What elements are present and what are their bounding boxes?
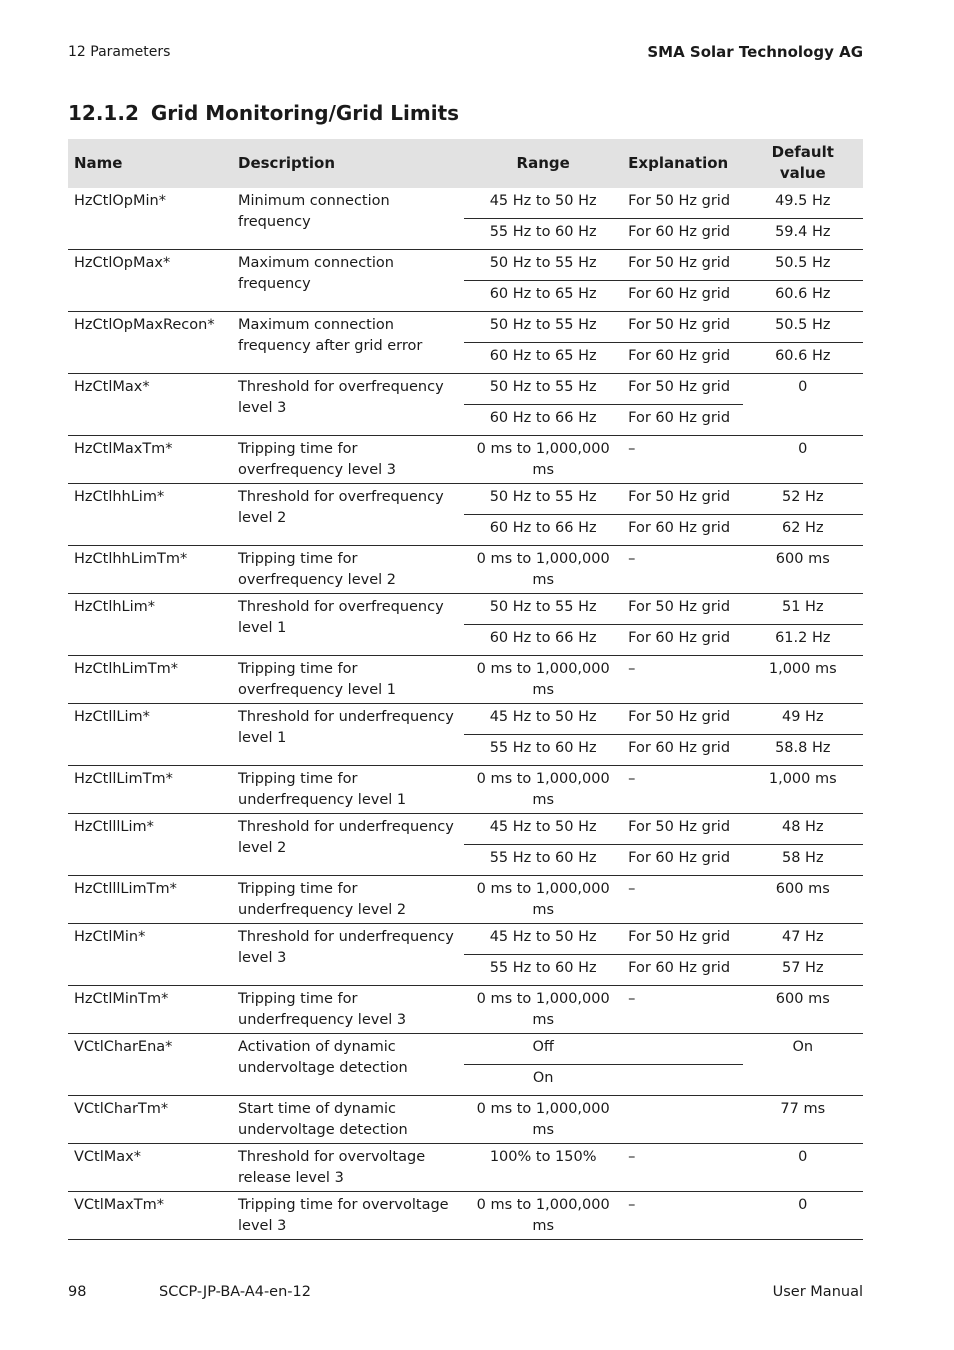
param-default-value: 0 [743,1144,863,1192]
param-name: HzCtlOpMax* [68,250,232,312]
param-explanation: For 60 Hz grid [622,405,742,436]
param-explanation: – [622,1144,742,1192]
param-description: Threshold for overfrequency level 1 [232,594,464,656]
param-description: Threshold for overvoltage release level 3 [232,1144,464,1192]
param-range: 55 Hz to 60 Hz [464,219,622,250]
param-explanation: For 60 Hz grid [622,955,742,986]
param-default-value: 49.5 Hz [775,193,831,209]
table-row [68,374,863,405]
table-row [68,484,863,515]
param-description: Start time of dynamic undervoltage detection [232,1096,464,1144]
param-default-value: 50.5 Hz [743,312,863,343]
param-description: Tripping time for overfrequency level 3 [232,436,464,484]
param-explanation: For 60 Hz grid [622,515,742,546]
param-range: 0 ms to 1,000,000 ms [464,546,622,594]
param-default-value: 0 [743,1192,863,1240]
param-default-value: 1,000 ms [743,766,863,814]
param-explanation: – [622,436,742,484]
param-explanation: For 50 Hz grid [622,374,742,405]
param-range: 0 ms to 1,000,000 ms [464,876,622,924]
param-default-value: 0 [743,374,863,436]
param-explanation [622,1034,742,1065]
param-default-value: 52 Hz [743,484,863,515]
table-row [68,250,863,281]
table-row [68,1034,863,1065]
param-description: Maximum connection frequency after grid error [232,312,464,374]
column-header-explanation: Explanation [622,139,742,188]
param-range: 45 Hz to 50 Hz [489,193,597,209]
param-name: HzCtlhhLimTm* [68,546,232,594]
param-explanation: – [622,986,742,1034]
param-range: On [464,1065,622,1096]
param-explanation [622,1065,742,1096]
param-name: HzCtlMinTm* [68,986,232,1034]
param-name: HzCtlMin* [68,924,232,986]
param-default-value: 62 Hz [743,515,863,546]
param-explanation: For 60 Hz grid [622,343,742,374]
table-row [68,546,863,594]
table-row [68,814,863,845]
param-name: HzCtlOpMin* [74,193,166,209]
table-row [68,656,863,704]
param-description: Activation of dynamic undervoltage detection [232,1034,464,1096]
param-range: 50 Hz to 55 Hz [464,484,622,515]
header-chapter: 12 Parameters [68,44,171,60]
param-range: 60 Hz to 65 Hz [464,343,622,374]
param-name: HzCtlMax* [68,374,232,436]
table-row [68,1192,863,1240]
param-description: Threshold for overfrequency level 3 [232,374,464,436]
param-range: 45 Hz to 50 Hz [464,924,622,955]
param-range: 0 ms to 1,000,000 ms [464,766,622,814]
param-default-value: 58.8 Hz [743,735,863,766]
parameters-table [68,139,863,1240]
param-explanation: – [622,656,742,704]
param-explanation: For 50 Hz grid [622,312,742,343]
param-default-value: 600 ms [743,876,863,924]
param-default-value: 60.6 Hz [743,281,863,312]
param-explanation: For 60 Hz grid [622,845,742,876]
param-description: Threshold for overfrequency level 2 [232,484,464,546]
param-default-value: 50.5 Hz [743,250,863,281]
param-range: 60 Hz to 66 Hz [464,625,622,656]
table-row [68,594,863,625]
param-explanation [622,1096,742,1144]
param-default-value: 1,000 ms [743,656,863,704]
param-description: Tripping time for overfrequency level 2 [232,546,464,594]
param-range: 50 Hz to 55 Hz [464,250,622,281]
param-name: VCtlMax* [68,1144,232,1192]
param-range: 45 Hz to 50 Hz [464,704,622,735]
param-default-value: 0 [743,436,863,484]
param-default-value: 60.6 Hz [743,343,863,374]
table-row [68,986,863,1034]
header-company: SMA Solar Technology AG [647,43,863,61]
param-description: Tripping time for underfrequency level 3 [232,986,464,1034]
table-row [68,1144,863,1192]
param-range: 50 Hz to 55 Hz [464,594,622,625]
footer-document-id: SCCP-JP-BA-A4-en-12 [159,1284,311,1300]
param-explanation: For 50 Hz grid [622,250,742,281]
column-header-description: Description [232,139,464,188]
param-name: HzCtllLim* [68,704,232,766]
param-description: Threshold for underfrequency level 3 [232,924,464,986]
column-header-range: Range [464,139,622,188]
param-explanation: For 60 Hz grid [622,219,742,250]
table-row [68,1096,863,1144]
param-range: 60 Hz to 65 Hz [464,281,622,312]
column-header-name: Name [68,139,232,188]
param-name: HzCtlMaxTm* [68,436,232,484]
param-name: HzCtlOpMaxRecon* [68,312,232,374]
param-name: HzCtlllLimTm* [68,876,232,924]
param-default-value: 58 Hz [743,845,863,876]
param-range: 60 Hz to 66 Hz [464,515,622,546]
param-range: 60 Hz to 66 Hz [464,405,622,436]
param-range: 100% to 150% [464,1144,622,1192]
param-default-value: 47 Hz [743,924,863,955]
param-default-value: 57 Hz [743,955,863,986]
param-name: HzCtlllLim* [68,814,232,876]
param-range: 55 Hz to 60 Hz [464,845,622,876]
table-row [68,704,863,735]
param-default-value: On [743,1034,863,1096]
table-row [68,188,863,219]
param-range: 55 Hz to 60 Hz [464,735,622,766]
param-explanation: For 60 Hz grid [622,625,742,656]
table-row [68,876,863,924]
table-body [68,188,863,1240]
param-default-value: 48 Hz [743,814,863,845]
table-row [68,766,863,814]
param-description: Tripping time for underfrequency level 2 [232,876,464,924]
section-title: Grid Monitoring/Grid Limits [150,101,460,125]
param-name: HzCtlhLimTm* [68,656,232,704]
param-default-value: 77 ms [743,1096,863,1144]
param-default-value: 600 ms [743,986,863,1034]
param-range: 50 Hz to 55 Hz [464,312,622,343]
column-header-default-value: Default value [743,139,863,188]
param-name: VCtlCharTm* [68,1096,232,1144]
param-explanation: – [622,876,742,924]
param-explanation: For 60 Hz grid [622,281,742,312]
param-description: Maximum connection frequency [232,250,464,312]
table-header-row [68,139,863,188]
param-explanation: For 50 Hz grid [622,594,742,625]
param-default-value: 61.2 Hz [743,625,863,656]
param-name: HzCtlhhLim* [68,484,232,546]
param-description: Minimum connection frequency [238,193,390,230]
table-row [68,924,863,955]
table-row [68,312,863,343]
param-explanation: For 50 Hz grid [622,704,742,735]
param-range: 0 ms to 1,000,000 ms [464,1096,622,1144]
param-name: VCtlCharEna* [68,1034,232,1096]
param-range: 50 Hz to 55 Hz [464,374,622,405]
footer-page-number: 98 [68,1284,87,1300]
param-default-value: 59.4 Hz [743,219,863,250]
param-range: 0 ms to 1,000,000 ms [464,656,622,704]
param-explanation: For 60 Hz grid [622,735,742,766]
param-range: 0 ms to 1,000,000 ms [464,986,622,1034]
param-explanation: For 50 Hz grid [622,484,742,515]
param-description: Threshold for underfrequency level 1 [232,704,464,766]
param-explanation: – [622,1192,742,1240]
param-default-value: 49 Hz [743,704,863,735]
param-range: 0 ms to 1,000,000 ms [464,1192,622,1240]
footer-document-type: User Manual [772,1284,863,1300]
param-explanation: For 50 Hz grid [622,814,742,845]
section-number: 12.1.2 [68,101,139,125]
section-heading [68,101,459,125]
table-row [68,436,863,484]
param-name: VCtlMaxTm* [68,1192,232,1240]
param-description: Threshold for underfrequency level 2 [232,814,464,876]
param-description: Tripping time for overvoltage level 3 [232,1192,464,1240]
param-name: HzCtlhLim* [68,594,232,656]
param-explanation: – [622,546,742,594]
param-default-value: 51 Hz [743,594,863,625]
param-default-value: 600 ms [743,546,863,594]
param-range: 45 Hz to 50 Hz [464,814,622,845]
param-explanation: For 50 Hz grid [622,924,742,955]
param-range: 55 Hz to 60 Hz [464,955,622,986]
param-description: Tripping time for underfrequency level 1 [232,766,464,814]
param-name: HzCtllLimTm* [68,766,232,814]
param-explanation: For 50 Hz grid [628,193,731,209]
param-range: 0 ms to 1,000,000 ms [464,436,622,484]
param-explanation: – [622,766,742,814]
param-description: Tripping time for overfrequency level 1 [232,656,464,704]
param-range: Off [464,1034,622,1065]
